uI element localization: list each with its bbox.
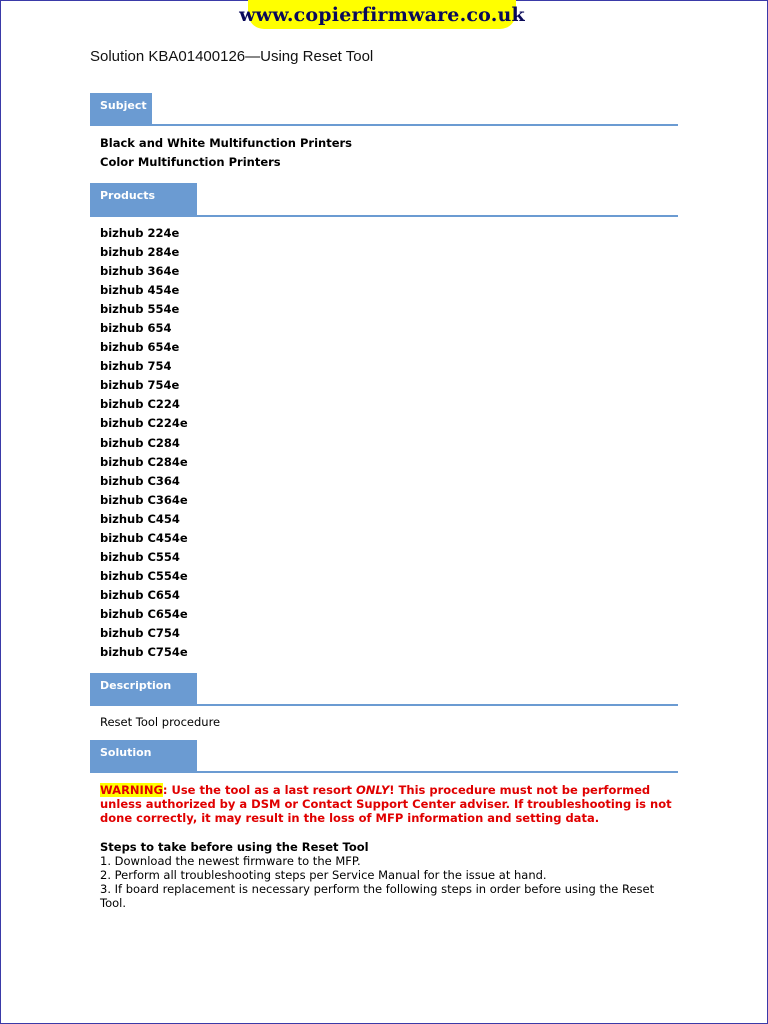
warning-paragraph [100, 783, 675, 825]
step-item: 3. If board replacement is necessary perform the following steps in order before using the Reset Tool. [100, 882, 655, 910]
section-divider [90, 704, 678, 706]
subject-line: Color Multifunction Printers [100, 155, 281, 170]
section-description-header [90, 673, 678, 705]
product-item: bizhub 654 [100, 321, 172, 336]
section-divider [90, 124, 678, 126]
reset-steps [100, 840, 675, 910]
warning-emphasis: ONLY [356, 783, 390, 797]
product-item: bizhub 284e [100, 245, 180, 260]
product-item: bizhub C754 [100, 625, 180, 640]
section-tab-products: Products [90, 183, 197, 215]
section-solution-header [90, 740, 678, 772]
subject-list [100, 134, 352, 172]
section-tab-subject: Subject [90, 93, 152, 124]
product-item: bizhub C554e [100, 568, 188, 583]
section-divider [90, 215, 678, 217]
subject-line: Black and White Multifunction Printers [100, 136, 353, 150]
product-item: bizhub 554e [100, 302, 180, 317]
product-item: bizhub C654e [100, 606, 188, 621]
website-url: www.copierfirmware.co.uk [239, 3, 525, 26]
product-item: bizhub 754e [100, 378, 180, 393]
website-banner [239, 0, 525, 29]
product-item: bizhub C364 [100, 473, 180, 488]
warning-text-part1: : Use the tool as a last resort [162, 783, 357, 797]
section-products-header [90, 183, 678, 215]
product-item: bizhub C454e [100, 530, 188, 545]
product-item: bizhub 364e [100, 264, 180, 279]
product-item: bizhub C284 [100, 435, 180, 450]
product-item: bizhub C224 [100, 397, 180, 412]
product-item: bizhub 454e [100, 283, 180, 298]
step-item: 2. Perform all troubleshooting steps per Service Manual for the issue at hand. [100, 868, 547, 882]
product-item: bizhub 224e [100, 226, 180, 240]
product-item: bizhub C364e [100, 492, 188, 507]
section-tab-description: Description [90, 673, 197, 705]
step-item: 1. Download the newest firmware to the MFP. [100, 854, 361, 868]
steps-heading: Steps to take before using the Reset Tool [100, 840, 369, 854]
products-list [100, 224, 188, 662]
product-item: bizhub C554 [100, 549, 180, 564]
product-item: bizhub C754e [100, 645, 188, 660]
product-item: bizhub 654e [100, 340, 180, 355]
warning-text-part2: ! This procedure must not be performed unless authorized by a DSM or Contact Support Center adviser. If troubleshooting is not done correctly, it may result in the loss of MFP information and setting data. [100, 783, 672, 825]
product-item: bizhub C454 [100, 511, 180, 526]
section-divider [90, 771, 678, 773]
warning-label: WARNING [100, 783, 163, 797]
section-tab-solution: Solution [90, 740, 197, 772]
product-item: bizhub C224e [100, 416, 188, 431]
page-title: Solution KBA01400126—Using Reset Tool [90, 48, 374, 65]
section-subject-header [90, 93, 678, 124]
description-text: Reset Tool procedure [100, 715, 221, 729]
product-item: bizhub C654 [100, 587, 180, 602]
product-item: bizhub C284e [100, 454, 188, 469]
product-item: bizhub 754 [100, 359, 172, 374]
